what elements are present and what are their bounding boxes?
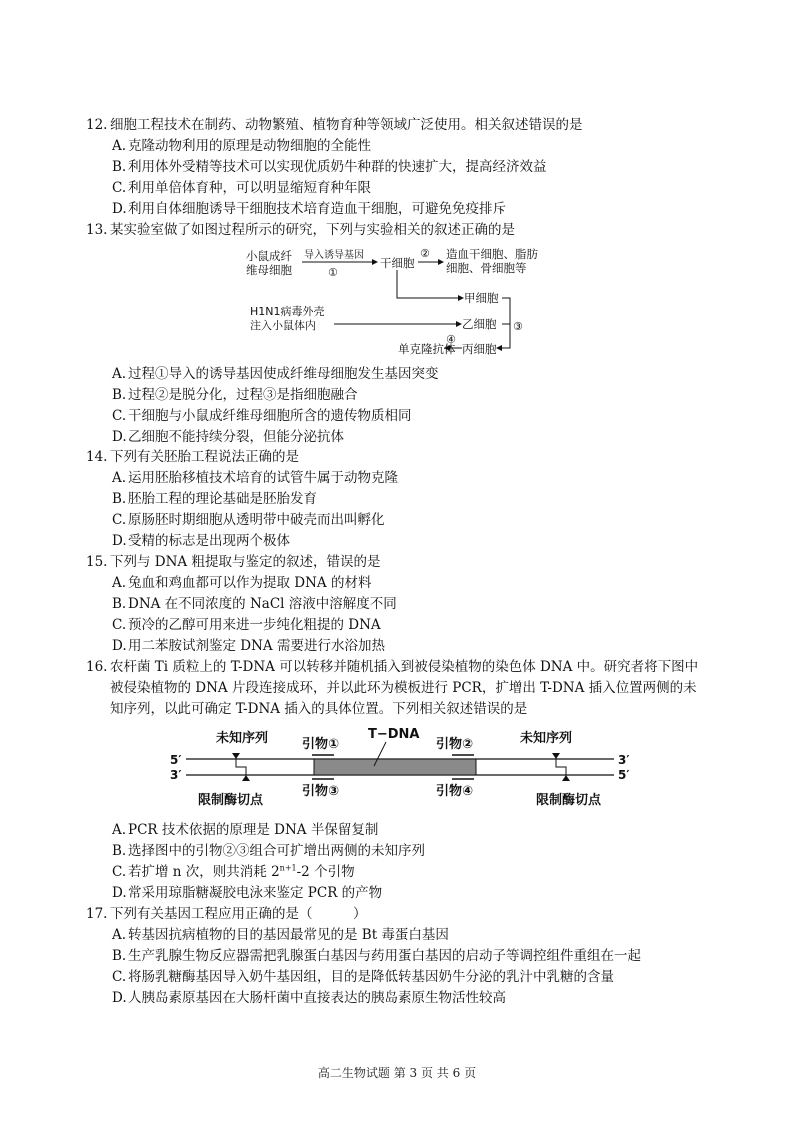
option-label: C. (112, 617, 127, 633)
question-16 (86, 657, 706, 720)
option-text: 将肠乳糖酶基因导入奶牛基因组，目的是降低转基因奶牛分泌的乳汁中乳糖的含量 (128, 969, 614, 985)
option-text: PCR 技术依据的原理是 DNA 半保留复制 (128, 822, 379, 838)
question-number: 14. (86, 449, 108, 465)
option-text: 用二苯胺试剂鉴定 DNA 需要进行水浴加热 (128, 638, 385, 654)
cell-engineering-diagram (240, 244, 580, 359)
arrow2-head (438, 259, 444, 265)
option-label: A. (112, 575, 127, 591)
option-text: 人胰岛素原基因在大肠杆菌中直接表达的胰岛素原生物活性较高 (128, 990, 506, 1006)
option-text: 运用胚胎移植技术培育的试管牛属于动物克隆 (128, 470, 398, 486)
option-label: D. (112, 885, 127, 901)
primer2-label: 引物② (436, 737, 474, 752)
option-label: A. (112, 822, 127, 838)
option-label: D. (112, 638, 127, 654)
cut-site-left-label: 限制酶切点 (198, 793, 264, 808)
option-c (86, 967, 706, 988)
option-d (86, 531, 706, 552)
question-16-options (86, 820, 706, 904)
unknown-seq-right-label: 未知序列 (520, 731, 573, 746)
option-text: 转基因抗病植物的目的基因最常见的是 Bt 毒蛋白基因 (128, 927, 449, 943)
option-a (86, 925, 706, 946)
option-text: 过程①导入的诱导基因使成纤维母细胞发生基因突变 (128, 366, 439, 382)
question-text: 细胞工程技术在制药、动物繁殖、植物育种等领域广泛使用。相关叙述错误的是 (110, 117, 583, 133)
option-d (86, 427, 706, 448)
source-label-line1: 小鼠成纤 (246, 249, 292, 263)
option-text: 干细胞与小鼠成纤维母细胞所含的遗传物质相同 (128, 408, 412, 424)
option-c (86, 178, 706, 199)
cut-site-right-bottom (562, 775, 570, 781)
question-stem-line2: 被侵染植物的 DNA 片段连接成环，并以此环为模板进行 PCR，扩增出 T-DNA 插入位置两侧的未 (110, 680, 697, 696)
option-text: 原肠胚时期细胞从透明带中破壳而出叫孵化 (128, 512, 385, 528)
question-stem-line3: 知序列，以此可确定 T-DNA 插入的具体位置。下列相关叙述错误的是 (110, 701, 528, 717)
step4-marker: ④ (446, 333, 456, 346)
cut-site-right-label: 限制酶切点 (536, 793, 602, 808)
question-stem (86, 115, 706, 136)
virus-label-line2: 注入小鼠体内 (250, 319, 316, 332)
cut-site-left-bottom (242, 775, 250, 781)
option-text: 克隆动物利用的原理是动物细胞的全能性 (128, 138, 371, 154)
antibody-label: 单克隆抗体 (398, 342, 456, 356)
option-d (86, 199, 706, 220)
option-label: B. (112, 948, 127, 964)
option-d (86, 883, 706, 904)
source-label-line2: 维母细胞 (246, 263, 292, 277)
question-text: 某实验室做了如图过程所示的研究，下列与实验相关的叙述正确的是 (110, 222, 515, 238)
option-label: C. (112, 864, 127, 880)
option-label: C. (112, 180, 127, 196)
option-text: 预冷的乙醇可用来进一步纯化粗提的 DNA (128, 617, 381, 633)
option-text: 过程②是脱分化，过程③是指细胞融合 (128, 387, 358, 403)
option-text: 若扩增 n 次，则共消耗 2 (128, 864, 280, 880)
cut-site-left-line (236, 759, 246, 775)
arrow1-head (372, 259, 378, 265)
option-text: DNA 在不同浓度的 NaCl 溶液中溶解度不同 (128, 596, 397, 612)
option-text: 胚胎工程的理论基础是胚胎发育 (128, 491, 317, 507)
option-text: 生产乳腺生物反应器需把乳腺蛋白基因与药用蛋白基因的启动子等调控组件重组在一起 (128, 948, 641, 964)
strand-top-3prime-right: 3′ (618, 753, 630, 767)
option-b (86, 489, 706, 510)
option-text: 利用体外受精等技术可以实现优质奶牛种群的快速扩大，提高经济效益 (128, 159, 547, 175)
stem-cell-label: 干细胞 (380, 256, 415, 270)
option-text: 兔血和鸡血都可以作为提取 DNA 的材料 (128, 575, 372, 591)
step1-marker: ① (328, 266, 338, 279)
option-label: B. (112, 159, 127, 175)
option-text: 利用单倍体育种，可以明显缩短育种年限 (128, 180, 371, 196)
option-label: A. (112, 927, 127, 943)
question-number: 17. (86, 906, 108, 922)
option-label: B. (112, 387, 127, 403)
option-b (86, 594, 706, 615)
option-label: D. (112, 201, 127, 217)
option-text: 乙细胞不能持续分裂，但能分泌抗体 (128, 429, 344, 445)
arrow1-label: 导入诱导基因 (304, 250, 364, 261)
option-label: B. (112, 491, 127, 507)
option-a (86, 136, 706, 157)
option-a (86, 364, 706, 385)
question-text: 下列有关基因工程应用正确的是（ ） (110, 906, 367, 922)
jia-cell-label: 甲细胞 (464, 291, 499, 305)
question-14 (86, 447, 706, 552)
question-13 (86, 220, 706, 241)
page-footer: 高二生物试题 第 3 页 共 6 页 (317, 1066, 477, 1080)
option-c (86, 615, 706, 636)
primer3-label: 引物③ (302, 784, 340, 799)
question-12 (86, 115, 706, 220)
question-number: 15. (86, 554, 108, 570)
option-label: B. (112, 596, 127, 612)
option-b (86, 946, 706, 967)
option-text: 选择图中的引物②③组合可扩增出两侧的未知序列 (128, 843, 425, 859)
option-d (86, 636, 706, 657)
option-c (86, 862, 706, 883)
option-label: A. (112, 366, 127, 382)
option-text: 利用自体细胞诱导干细胞技术培育造血干细胞，可避免免疫排斥 (128, 201, 506, 217)
question-number: 12. (86, 117, 108, 133)
cut-site-right-top (552, 753, 560, 759)
question-stem-line1 (86, 657, 706, 678)
question-stem (86, 220, 706, 241)
option-label: A. (112, 470, 127, 486)
tdna-segment (314, 759, 476, 775)
differentiated-cells-line2: 细胞、骨细胞等 (446, 261, 527, 275)
yi-cell-label: 乙细胞 (462, 317, 497, 331)
option-text: 受精的标志是出现两个极体 (128, 533, 290, 549)
option-a (86, 468, 706, 489)
primer4-label: 引物④ (436, 784, 474, 799)
option-superscript: n+1 (279, 863, 297, 873)
option-d (86, 988, 706, 1009)
strand-bottom-5prime-right: 5′ (618, 768, 630, 782)
step2-marker: ② (420, 247, 430, 260)
bing-cell-label: 丙细胞 (462, 342, 497, 356)
question-number: 13. (86, 222, 108, 238)
question-text: 下列与 DNA 粗提取与鉴定的叙述，错误的是 (110, 554, 381, 570)
option-b (86, 841, 706, 862)
option-text-after: -2 个引物 (296, 864, 355, 880)
differentiated-cells-line1: 造血干细胞、脂肪 (446, 247, 538, 261)
option-a (86, 820, 706, 841)
question-stem (86, 447, 706, 468)
option-a (86, 573, 706, 594)
option-c (86, 406, 706, 427)
question-13-options (86, 364, 706, 448)
bing-arrow-head (496, 345, 502, 351)
option-label: B. (112, 843, 127, 859)
fusion-bracket (502, 298, 510, 348)
question-text: 农杆菌 Ti 质粒上的 T-DNA 可以转移并随机插入到被侵染植物的染色体 DNA 中。研究者将下图中 (110, 659, 699, 675)
strand-bottom-3prime-left: 3′ (170, 768, 182, 782)
question-15 (86, 552, 706, 657)
option-b (86, 157, 706, 178)
option-c (86, 510, 706, 531)
question-text: 下列有关胚胎工程说法正确的是 (110, 449, 299, 465)
strand-top-5prime-left: 5′ (170, 753, 182, 767)
option-label: C. (112, 512, 127, 528)
tdna-label: T−DNA (368, 727, 420, 742)
step3-marker: ③ (513, 320, 523, 333)
option-label: D. (112, 533, 127, 549)
tdna-insertion-diagram (164, 724, 644, 810)
option-label: C. (112, 408, 127, 424)
unknown-seq-left-label: 未知序列 (216, 731, 269, 746)
question-stem (86, 904, 706, 925)
option-label: D. (112, 990, 127, 1006)
cut-site-left-top (232, 753, 240, 759)
question-stem (86, 552, 706, 573)
question-17 (86, 904, 706, 1009)
option-text: 常采用琼脂糖凝胶电泳来鉴定 PCR 的产物 (128, 885, 383, 901)
primer1-label: 引物① (302, 737, 340, 752)
option-b (86, 385, 706, 406)
question-number: 16. (86, 659, 108, 675)
option-label: D. (112, 429, 127, 445)
cut-site-right-line (556, 759, 566, 775)
option-label: C. (112, 969, 127, 985)
virus-label-line1: H1N1病毒外壳 (250, 305, 325, 318)
option-label: A. (112, 138, 127, 154)
